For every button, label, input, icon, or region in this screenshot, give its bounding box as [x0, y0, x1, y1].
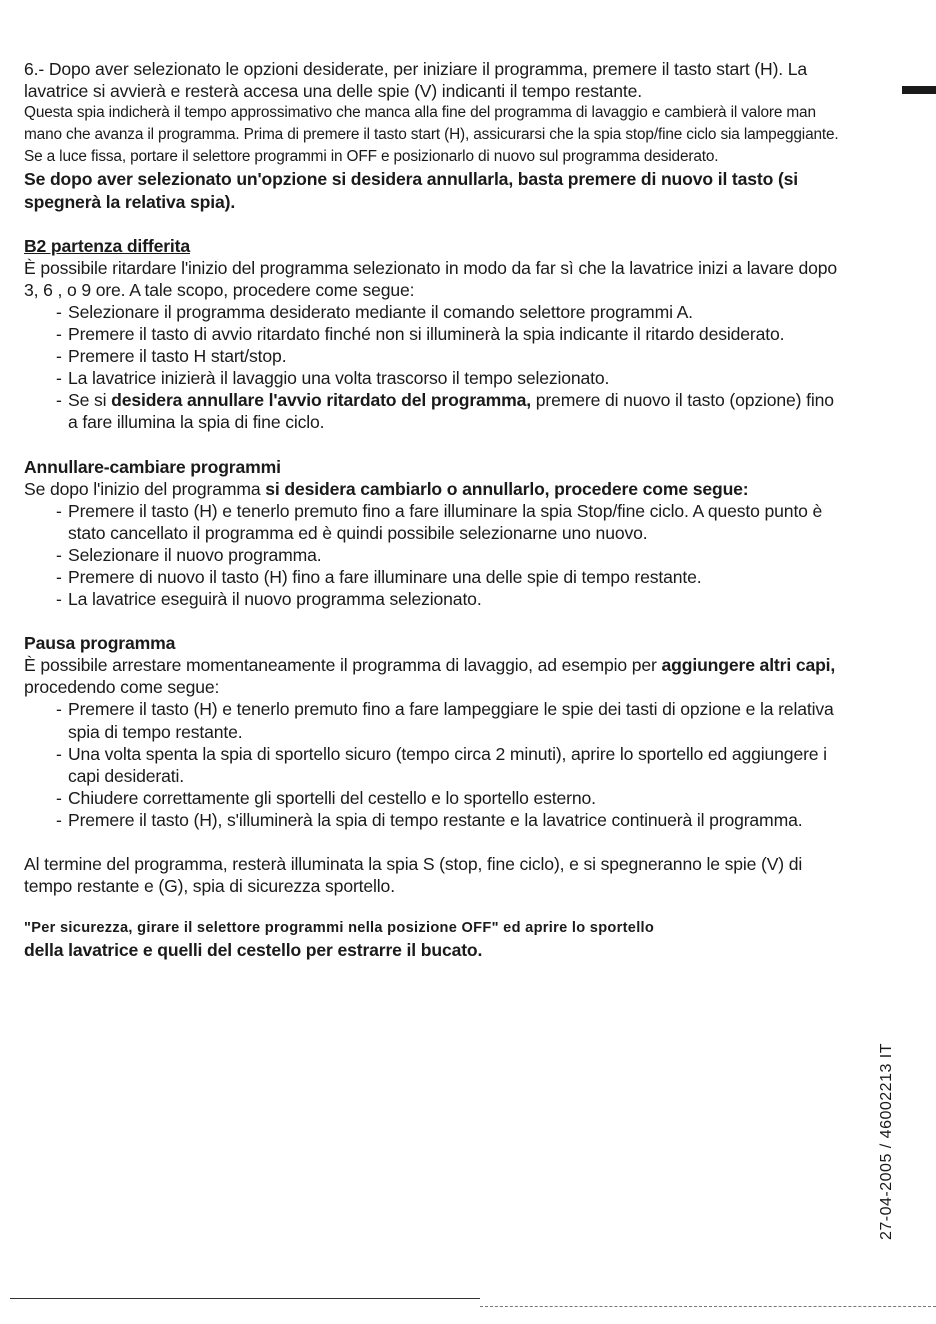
- section-6: [24, 58, 846, 213]
- section-6-line1: 6.- Dopo aver selezionato le opzioni desiderate, per iniziare il programma, premere il tasto start (H). La lavatrice si avvierà e resterà accesa una delle spie (V) indicanti il tempo restante.: [24, 59, 808, 102]
- section-pausa-list: [24, 698, 846, 831]
- list-item: - Premere il tasto di avvio ritardato finché non si illuminerà la spia indicante il ritardo desiderato.: [58, 323, 846, 345]
- safety-note: [24, 917, 846, 961]
- section-b2-intro: È possibile ritardare l'inizio del programma selezionato in modo da far sì che la lavatrice inizi a lavare dopo 3, 6 , o 9 ore. A tale scopo, procedere come segue:: [24, 257, 838, 300]
- document-code: 27-04-2005 / 46002213 IT: [878, 1042, 895, 1240]
- section-b2-list: [24, 301, 846, 434]
- safety-note-line2: della lavatrice e quelli del cestello per estrarre il bucato.: [24, 940, 483, 961]
- list-item: - La lavatrice inizierà il lavaggio una volta trascorso il tempo selezionato.: [58, 367, 846, 389]
- list-item: - Selezionare il nuovo programma.: [58, 544, 846, 566]
- section-pausa: [24, 632, 846, 831]
- section-annullare-title: Annullare-cambiare programmi: [24, 456, 281, 477]
- pausa-intro-post: procedendo come segue:: [24, 677, 220, 698]
- footer-rule: [10, 1298, 480, 1299]
- annullare-intro-bold: si desidera cambiarlo o annullarlo, procedere come segue:: [265, 478, 749, 499]
- document-body: [24, 58, 846, 961]
- list-item: - Premere il tasto (H) e tenerlo premuto fino a fare lampeggiare le spie dei tasti di opzione e la relativa spia di tempo restante.: [58, 698, 846, 742]
- list-item: - Premere il tasto (H) e tenerlo premuto fino a fare illuminare la spia Stop/fine ciclo. A questo punto è stato cancellato il programma ed è quindi possibile selezionarne uno nuovo.: [58, 500, 846, 544]
- list-item: - Premere il tasto H start/stop.: [58, 345, 846, 367]
- section-6-line2: Questa spia indicherà il tempo approssimativo che manca alla fine del programma di lavaggio e cambierà il valore man mano che avanza il programma. Prima di premere il tasto start (H), assicurarsi che la spia stop/fine ciclo sia lampeggiante. Se a luce fissa, portare il selettore programmi in OFF e posizionarlo di nuovo sul programma desiderato.: [24, 104, 839, 166]
- section-pausa-intro: [24, 654, 846, 698]
- list-item: - Chiudere correttamente gli sportelli del cestello e lo sportello esterno.: [58, 787, 846, 809]
- end-of-program-text: Al termine del programma, resterà illuminata la spia S (stop, fine ciclo), e si spegneranno le spie (V) di tempo restante e (G), spia di sicurezza sportello.: [24, 854, 803, 897]
- b2-last-post: premere di nuovo il tasto (opzione) fino a fare illumina la spia di fine ciclo.: [68, 390, 834, 433]
- footer-rule-dashed: [480, 1306, 936, 1307]
- annullare-intro-pre: Se dopo l'inizio del programma: [24, 478, 266, 499]
- section-annullare-list: [24, 500, 846, 610]
- section-b2: [24, 235, 846, 434]
- list-item: - Premere di nuovo il tasto (H) fino a fare illuminare una delle spie di tempo restante.: [58, 566, 846, 588]
- list-item: - Una volta spenta la spia di sportello sicuro (tempo circa 2 minuti), aprire lo sportello ed aggiungere i capi desiderati.: [58, 743, 846, 787]
- pausa-intro-bold: aggiungere altri capi,: [661, 655, 836, 676]
- b2-last-bold: desidera annullare l'avvio ritardato del programma,: [111, 390, 532, 411]
- section-annullare-intro: [24, 478, 846, 500]
- section-6-bold-note: Se dopo aver selezionato un'opzione si desidera annullarla, basta premere di nuovo il tasto (si spegnerà la relativa spia).: [24, 169, 799, 212]
- b2-last-pre: Se si: [68, 390, 112, 411]
- list-item: [58, 389, 846, 433]
- section-annullare: [24, 456, 846, 611]
- safety-note-line1: "Per sicurezza, girare il selettore programmi nella posizione OFF" ed aprire lo sportello: [24, 920, 655, 937]
- pausa-intro-pre: È possibile arrestare momentaneamente il programma di lavaggio, ad esempio per: [24, 655, 662, 676]
- list-item: - La lavatrice eseguirà il nuovo programma selezionato.: [58, 588, 846, 610]
- list-item: - Selezionare il programma desiderato mediante il comando selettore programmi A.: [58, 301, 846, 323]
- list-item: - Premere il tasto (H), s'illuminerà la spia di tempo restante e la lavatrice continuerà il programma.: [58, 809, 846, 831]
- section-b2-title: B2 partenza differita: [24, 235, 190, 256]
- page-edge-tab: [902, 86, 936, 94]
- section-pausa-title: Pausa programma: [24, 633, 176, 654]
